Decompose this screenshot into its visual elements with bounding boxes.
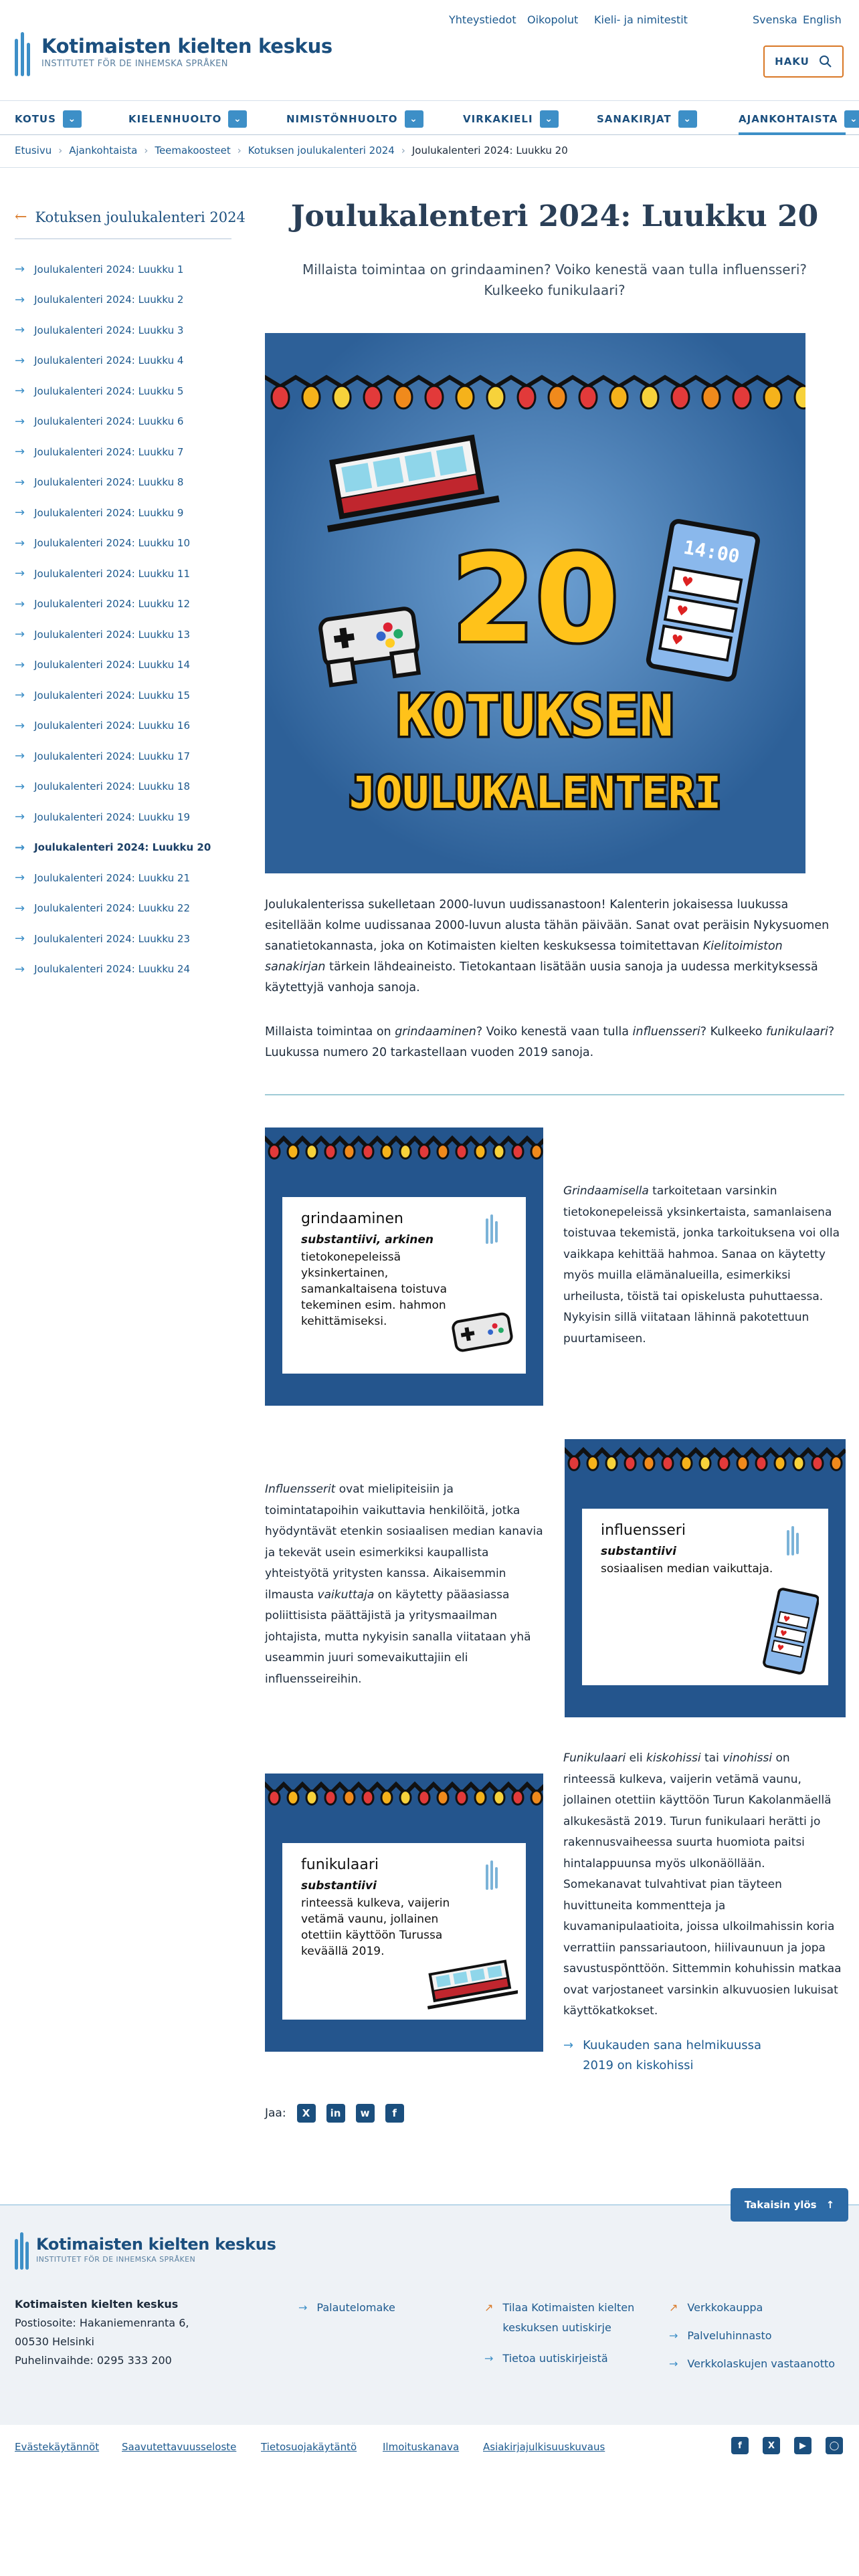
arrow-right-icon: → — [15, 384, 25, 399]
light-bulb-icon — [269, 1145, 280, 1159]
hero-image — [265, 333, 805, 873]
nav-active-indicator — [739, 132, 846, 135]
svg-text:♥: ♥ — [680, 572, 695, 591]
light-bulb-icon — [587, 1457, 598, 1471]
lights-icon — [565, 1439, 846, 1479]
linkedin-icon[interactable]: in — [326, 2104, 345, 2123]
arrow-right-icon: → — [15, 292, 25, 307]
sidebar-item-label: Joulukalenteri 2024: Luukku 9 — [34, 506, 184, 519]
svg-text:♥: ♥ — [779, 1628, 788, 1639]
light-bulb-icon — [518, 386, 535, 409]
link-report-channel[interactable]: Ilmoituskanava — [383, 2441, 460, 2453]
sidebar-item-luukku-21[interactable] — [15, 863, 235, 893]
arrow-right-icon: → — [15, 414, 25, 429]
sidebar-item-label: Joulukalenteri 2024: Luukku 11 — [34, 567, 190, 580]
light-bulb-icon — [456, 1145, 467, 1159]
arrow-right-icon: → — [15, 962, 25, 976]
card-definition: rinteessä kulkeva, vaijerin vetämä vaunu, jollainen otettiin käyttöön Turussa keväällä 2019. — [301, 1897, 450, 1958]
arrow-right-icon: → — [15, 323, 25, 338]
light-bulb-icon — [775, 1457, 785, 1471]
light-bulb-icon — [549, 386, 566, 409]
arrow-left-icon: ← — [15, 209, 27, 225]
arrow-right-icon: → — [15, 901, 25, 916]
light-bulb-icon — [644, 1457, 654, 1471]
arrow-right-icon: → — [15, 932, 25, 946]
light-bulb-icon — [425, 386, 443, 409]
footer-org: Kotimaisten kielten keskus — [15, 2298, 179, 2311]
sidebar-item-label: Joulukalenteri 2024: Luukku 21 — [34, 871, 190, 884]
light-bulb-icon — [269, 1791, 280, 1805]
breadcrumb — [15, 144, 568, 156]
card-pos: substantiivi — [301, 1879, 377, 1893]
sidebar-item-label: Joulukalenteri 2024: Luukku 15 — [34, 689, 190, 702]
light-bulb-icon — [364, 386, 381, 409]
controller-icon — [451, 1309, 515, 1363]
breadcrumb-home[interactable]: Etusivu — [15, 144, 52, 156]
card-word: influensseri — [601, 1522, 686, 1539]
light-bulb-icon — [456, 1791, 467, 1805]
link-english[interactable]: English — [803, 13, 842, 26]
arrow-right-icon: → — [15, 445, 25, 459]
light-bulb-icon — [812, 1457, 823, 1471]
sidebar-title-label: Kotuksen joulukalenteri 2024 — [35, 209, 246, 225]
divider — [0, 167, 859, 168]
light-bulb-icon — [344, 1145, 355, 1159]
sidebar-item-luukku-6[interactable] — [15, 407, 235, 437]
sidebar-item-luukku-11[interactable] — [15, 558, 235, 589]
arrow-up-icon: ↑ — [826, 2199, 835, 2211]
footer-link-newsletter[interactable] — [484, 2298, 652, 2338]
search-label: HAKU — [775, 56, 809, 68]
page-title: Joulukalenteri 2024: Luukku 20 — [290, 199, 819, 233]
sidebar-item-luukku-22[interactable] — [15, 893, 235, 924]
chevron-right-icon: › — [237, 144, 242, 156]
arrow-right-icon: → — [669, 2357, 678, 2370]
light-bulb-icon — [719, 1457, 729, 1471]
sidebar-item-label: Joulukalenteri 2024: Luukku 10 — [34, 537, 190, 550]
sidebar-item-luukku-18[interactable] — [15, 772, 235, 802]
sidebar-item-label: Joulukalenteri 2024: Luukku 19 — [34, 811, 190, 823]
arrow-right-icon: → — [15, 353, 25, 368]
sidebar-item-luukku-5[interactable] — [15, 376, 235, 407]
sidebar-item-label: Joulukalenteri 2024: Luukku 17 — [34, 750, 190, 762]
svg-text:♥: ♥ — [674, 602, 690, 620]
light-bulb-icon — [681, 1457, 692, 1471]
footer-link-newsletter-info[interactable] — [484, 2349, 608, 2369]
search-button[interactable] — [763, 45, 844, 78]
sidebar-item-luukku-1[interactable] — [15, 254, 235, 285]
footer-address-line: 00530 Helsinki — [15, 2335, 94, 2348]
chevron-down-icon[interactable]: ⌄ — [405, 110, 423, 128]
nav-label: KIELENHUOLTO — [128, 113, 222, 125]
sidebar-item-luukku-12[interactable] — [15, 589, 235, 620]
share-bar — [265, 2104, 404, 2123]
sidebar-item-luukku-3[interactable] — [15, 315, 235, 346]
instagram-icon[interactable]: ◯ — [826, 2437, 843, 2454]
chevron-down-icon[interactable]: ⌄ — [844, 110, 859, 128]
logo-title[interactable]: Kotimaisten kielten keskus — [41, 35, 332, 58]
light-bulb-icon — [606, 1457, 617, 1471]
light-bulb-icon — [831, 1457, 842, 1471]
arrow-right-icon: → — [15, 718, 25, 733]
card-pos: substantiivi, arkinen — [301, 1233, 434, 1247]
sidebar-item-label: Joulukalenteri 2024: Luukku 7 — [34, 445, 184, 458]
arrow-right-icon: → — [563, 2038, 574, 2052]
footer-link-palautelomake[interactable] — [298, 2298, 395, 2318]
back-to-top-button[interactable] — [731, 2188, 848, 2222]
logo-mark-icon — [486, 1860, 502, 1890]
sidebar-item-label: Joulukalenteri 2024: Luukku 14 — [34, 659, 190, 671]
footer-link-label: Palveluhinnasto — [687, 2329, 772, 2342]
footer-logo-title[interactable]: Kotimaisten kielten keskus — [36, 2235, 276, 2254]
chevron-down-icon[interactable]: ⌄ — [540, 110, 559, 128]
light-bulb-icon — [793, 1457, 804, 1471]
site-header — [0, 0, 859, 100]
light-bulb-icon — [288, 1145, 298, 1159]
search-icon — [819, 55, 832, 68]
sidebar-item-label: Joulukalenteri 2024: Luukku 20 — [34, 841, 211, 854]
light-bulb-icon — [662, 1457, 673, 1471]
word-card-influensseri — [565, 1439, 846, 1717]
arrow-right-icon: → — [15, 810, 25, 825]
light-bulb-icon — [438, 1791, 448, 1805]
light-bulb-icon — [381, 1145, 392, 1159]
facebook-icon[interactable]: f — [731, 2437, 749, 2454]
nav-nimistonhuolto[interactable] — [286, 110, 423, 128]
footer-link-shop[interactable] — [669, 2298, 763, 2318]
sidebar-item-luukku-19[interactable] — [15, 802, 235, 833]
word-card-grindaaminen — [265, 1128, 543, 1406]
link-language-tests[interactable]: Kieli- ja nimitestit — [594, 13, 688, 26]
svg-text:♥: ♥ — [775, 1642, 785, 1654]
light-bulb-icon — [733, 386, 751, 409]
breadcrumb-ajankohtaista[interactable]: Ajankohtaista — [69, 144, 138, 156]
logo-mark-icon[interactable] — [15, 2232, 32, 2270]
light-bulb-icon — [702, 386, 720, 409]
sidebar-item-label: Joulukalenteri 2024: Luukku 8 — [34, 476, 184, 489]
breadcrumb-calendar[interactable]: Kotuksen joulukalenteri 2024 — [248, 144, 395, 156]
card-word: grindaaminen — [301, 1210, 403, 1227]
main-nav — [0, 100, 859, 135]
light-bulb-icon — [795, 386, 805, 409]
word-text-influensseri: Influensserit ovat mielipiteisiin ja toimintatapoihin vaikuttavia henkilöitä, jotka hyödyntävät etenkin sosiaalisen median kanavia ja tekevät usein esimerkiksi kaupallista yhteistyötä yritysten kanssa. Aikaisemmin ilmausta vaikuttaja on käytetty pääasiassa poliittisista päättäjistä ja yritysmaailman johtajista, mutta nykyisin sanalla viitataan yhä useammin juuri somevaikuttajiin eli influensseireihin. — [265, 1483, 543, 1686]
chevron-right-icon: › — [401, 144, 405, 156]
sidebar-item-luukku-17[interactable] — [15, 741, 235, 772]
sidebar-item-luukku-24[interactable] — [15, 954, 235, 985]
arrow-right-icon: → — [15, 779, 25, 794]
sidebar-item-label: Joulukalenteri 2024: Luukku 2 — [34, 294, 184, 306]
footer-link-label: Tietoa uutiskirjeistä — [502, 2352, 608, 2365]
light-bulb-icon — [363, 1145, 373, 1159]
intro-paragraph-2: Millaista toimintaa on grindaaminen? Voiko kenestä vaan tulla influensseri? Kulkeeko funikulaari? Luukussa numero 20 tarkastellaan vuoden 2019 sanoja. — [265, 1025, 835, 1059]
breadcrumb-teemakoosteet[interactable]: Teemakoosteet — [155, 144, 231, 156]
x-icon[interactable]: X — [763, 2437, 780, 2454]
sidebar-item-label: Joulukalenteri 2024: Luukku 23 — [34, 932, 190, 945]
nav-label: AJANKOHTAISTA — [739, 113, 838, 125]
link-cookies[interactable]: Evästekäytännöt — [15, 2441, 100, 2453]
card-panel — [282, 1843, 526, 2020]
light-bulb-icon — [531, 1145, 542, 1159]
light-bulb-icon — [512, 1791, 523, 1805]
hero-number: 20 — [451, 530, 619, 669]
footer-link-label: Tilaa Kotimaisten kielten keskuksen uutiskirje — [502, 2301, 635, 2334]
share-label: Jaa: — [265, 2107, 286, 2120]
arrow-right-icon: → — [15, 627, 25, 642]
sidebar-item-label: Joulukalenteri 2024: Luukku 3 — [34, 324, 184, 336]
light-bulb-icon — [438, 1145, 448, 1159]
hero-line1: KOTUKSEN — [396, 683, 674, 750]
sidebar-item-luukku-20[interactable] — [15, 833, 235, 863]
light-bulb-icon — [737, 1457, 748, 1471]
chevron-right-icon: › — [58, 144, 63, 156]
phone-time: 14:00 — [682, 536, 742, 568]
arrow-right-icon: → — [15, 536, 25, 550]
card-definition: tietokonepeleissä yksinkertainen, samankaltaisena toistuva tekeminen esim. hahmon kehittämiseksi. — [301, 1251, 447, 1328]
light-bulb-icon — [531, 1791, 542, 1805]
light-bulb-icon — [494, 1791, 504, 1805]
light-bulb-icon — [395, 386, 412, 409]
nav-sanakirjat[interactable] — [597, 110, 697, 128]
arrow-right-icon: → — [298, 2301, 308, 2314]
nav-ajankohtaista[interactable] — [739, 110, 859, 128]
chevron-down-icon[interactable]: ⌄ — [228, 110, 247, 128]
logo-subtitle: INSTITUTET FÖR DE INHEMSKA SPRÅKEN — [41, 59, 228, 69]
sidebar-item-luukku-15[interactable] — [15, 680, 235, 711]
sidebar-item-luukku-14[interactable] — [15, 650, 235, 681]
light-bulb-icon — [325, 1145, 336, 1159]
sidebar-item-label: Joulukalenteri 2024: Luukku 16 — [34, 720, 190, 732]
sidebar-item-luukku-23[interactable] — [15, 924, 235, 954]
nav-kielenhuolto[interactable] — [128, 110, 247, 128]
sidebar-list — [15, 254, 235, 984]
whatsapp-icon[interactable]: w — [356, 2104, 375, 2123]
arrow-right-icon: → — [15, 840, 25, 855]
logo-mark-icon — [787, 1526, 803, 1555]
footer-phone: Puhelinvaihde: 0295 333 200 — [15, 2354, 172, 2367]
arrow-right-icon: → — [15, 506, 25, 520]
arrow-right-icon: → — [15, 871, 25, 885]
link-swedish[interactable]: Svenska — [753, 13, 797, 26]
youtube-icon[interactable]: ▶ — [794, 2437, 812, 2454]
light-bulb-icon — [381, 1791, 392, 1805]
arrow-right-icon: → — [15, 688, 25, 703]
lights-icon — [265, 1774, 543, 1814]
footer-link-prices[interactable] — [669, 2326, 772, 2346]
light-bulb-icon — [610, 386, 628, 409]
divider — [265, 1094, 844, 1095]
footer-link-label: Palautelomake — [316, 2301, 395, 2314]
sidebar-item-label: Joulukalenteri 2024: Luukku 5 — [34, 385, 184, 397]
light-bulb-icon — [756, 1457, 767, 1471]
light-bulb-icon — [625, 1457, 636, 1471]
card-pos: substantiivi — [601, 1545, 676, 1558]
sidebar-item-luukku-16[interactable] — [15, 711, 235, 742]
nav-virkakieli[interactable] — [463, 110, 559, 128]
footer-logo-subtitle: INSTITUTET FÖR DE INHEMSKA SPRÅKEN — [36, 2255, 196, 2264]
word-text-grindaaminen: Grindaamisella tarkoitetaan varsinkin tietokonepeleissä yksinkertaista, samanlaisena toistuvaa tekemistä, jonka tarkoituksena voi olla vaikkapa kehittää hahmoa. Sanaa on käytetty myös muilla elämänalueilla, esimerkiksi urheilusta, töistä tai opiskelusta puhuttaessa. Nykyisin sillä viitataan lähinnä pakotettuun puurtamiseen. — [563, 1184, 840, 1346]
light-bulb-icon — [344, 1791, 355, 1805]
intro-paragraph: Joulukalenterissa sukelletaan 2000-luvun uudissanastoon! Kalenterin jokaisessa luukussa esitellään kolme uudissanaa 2000-luvun alusta tähän päivään. Sanat ovat peräisin Nykysuomen sanatietokannasta, joka on Kotimaisten kielten keskuksessa toimitettavan Kielitoimiston sanakirjan tärkein lähdeaineisto. Tietokantaan lisätään uusia sanoja ja uudessa merkityksessä käytettyjä vanhoja sanoja. — [265, 898, 830, 994]
sidebar-item-luukku-10[interactable] — [15, 528, 235, 559]
svg-text:♥: ♥ — [670, 631, 684, 649]
arrow-right-icon: → — [484, 2352, 494, 2365]
chevron-right-icon: › — [144, 144, 149, 156]
divider — [15, 238, 231, 239]
lead-text: Millaista toimintaa on grindaaminen? Voiko kenestä vaan tulla influensseri? Kulkeeko funikulaari? — [302, 261, 807, 298]
light-bulb-icon — [302, 386, 320, 409]
light-bulb-icon — [475, 1791, 486, 1805]
hero-illustration — [265, 333, 805, 873]
nav-label: VIRKAKIELI — [463, 113, 533, 125]
sidebar-item-luukku-7[interactable] — [15, 437, 235, 467]
logo-mark-icon[interactable] — [15, 32, 35, 76]
footer-link-label: Verkkolaskujen vastaanotto — [687, 2357, 836, 2370]
sidebar-title[interactable] — [15, 209, 246, 225]
link-document-publicity[interactable]: Asiakirjajulkisuuskuvaus — [483, 2441, 605, 2453]
sidebar-item-luukku-8[interactable] — [15, 467, 235, 498]
facebook-icon[interactable]: f — [385, 2104, 404, 2123]
sidebar-item-label: Joulukalenteri 2024: Luukku 4 — [34, 354, 184, 367]
link-kiskohissi[interactable] — [563, 2036, 783, 2076]
external-link-icon: ↗ — [484, 2301, 494, 2314]
light-bulb-icon — [419, 1791, 430, 1805]
light-bulb-icon — [579, 386, 597, 409]
nav-label: SANAKIRJAT — [597, 113, 672, 125]
arrow-right-icon: → — [669, 2329, 678, 2342]
card-word: funikulaari — [301, 1856, 379, 1873]
light-bulb-icon — [325, 1791, 336, 1805]
link-contact[interactable]: Yhteystiedot — [449, 13, 516, 26]
arrow-right-icon: → — [15, 475, 25, 490]
hero-line2: JOULUKALENTERI — [349, 767, 722, 819]
breadcrumb-current: Joulukalenteri 2024: Luukku 20 — [411, 144, 568, 156]
arrow-right-icon: → — [15, 262, 25, 277]
light-bulb-icon — [569, 1457, 579, 1471]
logo-mark-icon — [486, 1214, 502, 1244]
svg-text:♥: ♥ — [781, 1614, 791, 1625]
light-bulb-icon — [456, 386, 474, 409]
light-bulb-icon — [272, 386, 289, 409]
back-to-top-label: Takaisin ylös — [744, 2199, 817, 2211]
sidebar-item-label: Joulukalenteri 2024: Luukku 24 — [34, 963, 190, 976]
light-bulb-icon — [400, 1791, 411, 1805]
footer-address — [15, 2295, 189, 2370]
sidebar-item-label: Joulukalenteri 2024: Luukku 13 — [34, 628, 190, 641]
light-bulb-icon — [700, 1457, 710, 1471]
light-bulb-icon — [487, 386, 504, 409]
footer-link-invoices[interactable] — [669, 2354, 835, 2374]
light-bulb-icon — [400, 1145, 411, 1159]
x-icon[interactable]: X — [297, 2104, 316, 2123]
sidebar-item-label: Joulukalenteri 2024: Luukku 12 — [34, 598, 190, 611]
sidebar-item-label: Joulukalenteri 2024: Luukku 18 — [34, 780, 190, 793]
light-bulb-icon — [306, 1145, 317, 1159]
card-panel — [282, 1197, 526, 1374]
footer-address-line: Postiosoite: Hakaniemenranta 6, — [15, 2317, 189, 2329]
light-bulb-icon — [419, 1145, 430, 1159]
light-bulb-icon — [333, 386, 351, 409]
sidebar-item-label: Joulukalenteri 2024: Luukku 6 — [34, 415, 184, 428]
light-bulb-icon — [494, 1145, 504, 1159]
link-privacy[interactable]: Tietosuojakäytäntö — [261, 2441, 357, 2453]
card-panel — [582, 1509, 828, 1685]
chevron-down-icon[interactable]: ⌄ — [63, 110, 82, 128]
chevron-down-icon[interactable]: ⌄ — [678, 110, 697, 128]
light-bulb-icon — [512, 1145, 523, 1159]
card-definition: sosiaalisen median vaikuttaja. — [601, 1562, 773, 1576]
arrow-right-icon: → — [15, 566, 25, 581]
light-bulb-icon — [641, 386, 658, 409]
lights-icon — [265, 1128, 543, 1168]
light-bulb-icon — [306, 1791, 317, 1805]
light-bulb-icon — [363, 1791, 373, 1805]
sidebar-item-label: Joulukalenteri 2024: Luukku 22 — [34, 902, 190, 915]
light-bulb-icon — [672, 386, 689, 409]
sidebar-item-luukku-4[interactable] — [15, 346, 235, 377]
phone-icon — [763, 1586, 819, 1680]
train-icon — [424, 1955, 518, 2012]
nav-label: NIMISTÖNHUOLTO — [286, 113, 398, 125]
light-bulb-icon — [764, 386, 781, 409]
light-bulb-icon — [475, 1145, 486, 1159]
external-link-icon: ↗ — [669, 2301, 678, 2314]
word-text-funikulaari: Funikulaari eli kiskohissi tai vinohissi on rinteessä kulkeva, vaijerin vetämä vaunu, jollainen otettiin käyttöön Turun Kakolanmäellä alkukesästä 2019. Turun funikulaari herätti jo rakennusvaiheessa suurta huomiota paitsi hintalappuunsa myös ulkonäöllään. Somekanavat tulvahtivat pian täyteen huvittuneita kommentteja ja kuvamanipulaatioita, joissa ulkoilmahissin koria verrattiin panssariautoon, hiilivaunuun ja jopa savustuspönttöön. Sittemmin kohuhissin matkaa ovat varjostaneet varsinkin alkuvuosien lukuisat käyttökatkokset. — [563, 1751, 842, 2018]
word-card-funikulaari — [265, 1774, 543, 2052]
footer-link-label: Verkkokauppa — [687, 2301, 763, 2314]
link-accessibility[interactable]: Saavutettavuusseloste — [122, 2441, 237, 2453]
sidebar-item-luukku-13[interactable] — [15, 619, 235, 650]
arrow-right-icon: → — [15, 657, 25, 672]
link-shortcuts[interactable]: Oikopolut — [527, 13, 579, 26]
light-bulb-icon — [288, 1791, 298, 1805]
sidebar-item-luukku-9[interactable] — [15, 498, 235, 528]
nav-kotus[interactable] — [15, 110, 82, 128]
sidebar-item-label: Joulukalenteri 2024: Luukku 1 — [34, 263, 184, 276]
arrow-right-icon: → — [15, 597, 25, 611]
nav-label: KOTUS — [15, 113, 56, 125]
more-link-label: Kuukauden sana helmikuussa 2019 on kiskohissi — [583, 2038, 762, 2072]
sidebar-item-luukku-2[interactable] — [15, 285, 235, 316]
arrow-right-icon: → — [15, 749, 25, 764]
